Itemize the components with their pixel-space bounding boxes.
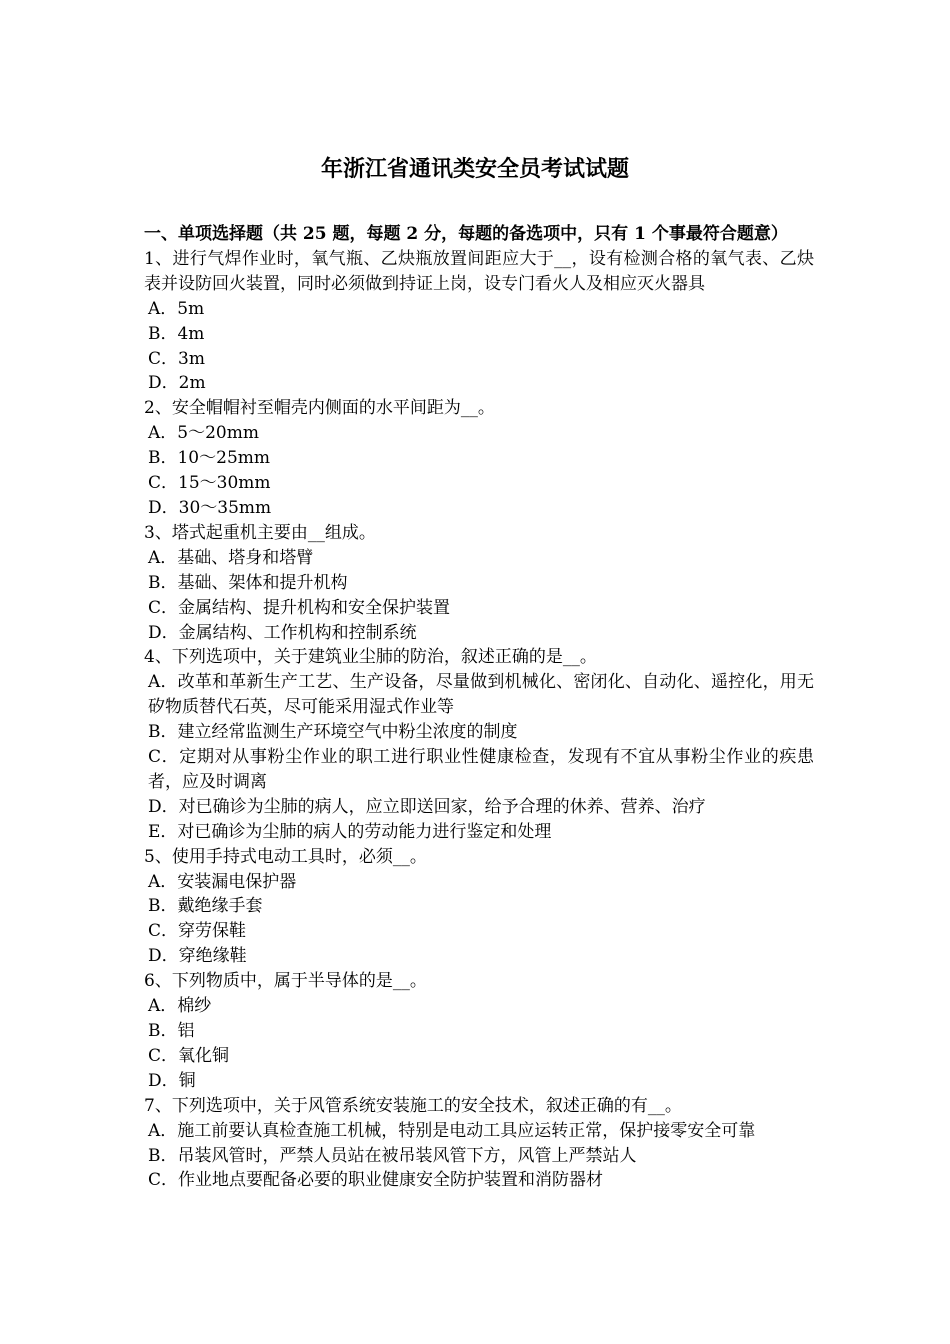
section-heading: 一、单项选择题（共 25 题，每题 2 分，每题的备选项中，只有 1 个事最符合题意） bbox=[144, 224, 788, 244]
question-1-option-c: C．3m bbox=[148, 348, 205, 369]
question-5-option-c: C．穿劳保鞋 bbox=[148, 921, 247, 942]
question-5-option-d: D．穿绝缘鞋 bbox=[148, 946, 247, 967]
question-3-option-b: B．基础、架体和提升机构 bbox=[148, 572, 348, 593]
question-3-option-c: C．金属结构、提升机构和安全保护装置 bbox=[148, 597, 451, 618]
question-7-option-a: A．施工前要认真检查施工机械，特别是电动工具应运转正常，保护接零安全可靠 bbox=[148, 1120, 756, 1141]
question-7-stem: 7、下列选项中，关于风管系统安装施工的安全技术，叙述正确的有__。 bbox=[144, 1095, 682, 1116]
question-4-option-c: C．定期对从事粉尘作业的职工进行职业性健康检查，发现有不宜从事粉尘作业的疾患者，应及时调离 bbox=[148, 747, 814, 792]
question-6-option-a: A．棉纱 bbox=[148, 996, 212, 1017]
question-4-option-e: E．对已确诊为尘肺的病人的劳动能力进行鉴定和处理 bbox=[148, 821, 552, 842]
question-7-option-c: C．作业地点要配备必要的职业健康安全防护装置和消防器材 bbox=[148, 1170, 604, 1191]
question-4-option-b: B．建立经常监测生产环境空气中粉尘浓度的制度 bbox=[148, 722, 518, 743]
question-6-option-b: B．铝 bbox=[148, 1021, 195, 1041]
question-5-option-a: A．安装漏电保护器 bbox=[148, 871, 297, 892]
question-1-stem: 1、进行气焊作业时，氧气瓶、乙炔瓶放置间距应大于__，设有检测合格的氧气表、乙炔表并设防回火装置，同时必须做到持证上岗，设专门看火人及相应灭火器具 bbox=[144, 248, 814, 294]
question-2-option-b: B．10～25mm bbox=[148, 448, 270, 469]
question-1-option-b: B．4m bbox=[148, 323, 205, 344]
question-4-option-a: A．改革和革新生产工艺、生产设备，尽量做到机械化、密闭化、自动化、遥控化，用无矽物质替代石英，尽可能采用湿式作业等 bbox=[148, 672, 814, 718]
question-6-option-c: C．氧化铜 bbox=[148, 1045, 230, 1066]
question-4-option-d: D．对已确诊为尘肺的病人，应立即送回家，给予合理的休养、营养、治疗 bbox=[148, 796, 706, 817]
question-5-stem: 5、使用手持式电动工具时，必须__。 bbox=[144, 846, 427, 867]
question-2-stem: 2、安全帽帽衬至帽壳内侧面的水平间距为__。 bbox=[144, 398, 495, 419]
question-2-option-a: A．5～20mm bbox=[148, 423, 259, 444]
question-2-option-d: D．30～35mm bbox=[148, 497, 272, 518]
question-1-option-a: A．5m bbox=[148, 298, 205, 319]
question-3-option-d: D．金属结构、工作机构和控制系统 bbox=[148, 622, 417, 643]
question-4-stem: 4、下列选项中，关于建筑业尘肺的防治，叙述正确的是__。 bbox=[144, 647, 597, 668]
question-6-option-d: D．铜 bbox=[148, 1070, 196, 1091]
question-5-option-b: B．戴绝缘手套 bbox=[148, 896, 263, 917]
question-6-stem: 6、下列物质中，属于半导体的是__。 bbox=[144, 971, 427, 992]
question-2-option-c: C．15～30mm bbox=[148, 473, 271, 494]
document-title: 年浙江省通讯类安全员考试试题 bbox=[320, 156, 629, 182]
question-1-option-d: D．2m bbox=[148, 373, 206, 394]
question-7-option-b: B．吊装风管时，严禁人员站在被吊装风管下方，风管上严禁站人 bbox=[148, 1145, 637, 1166]
question-3-stem: 3、塔式起重机主要由__组成。 bbox=[144, 522, 376, 543]
document-body bbox=[144, 222, 814, 1193]
question-3-option-a: A．基础、塔身和塔臂 bbox=[148, 547, 314, 568]
